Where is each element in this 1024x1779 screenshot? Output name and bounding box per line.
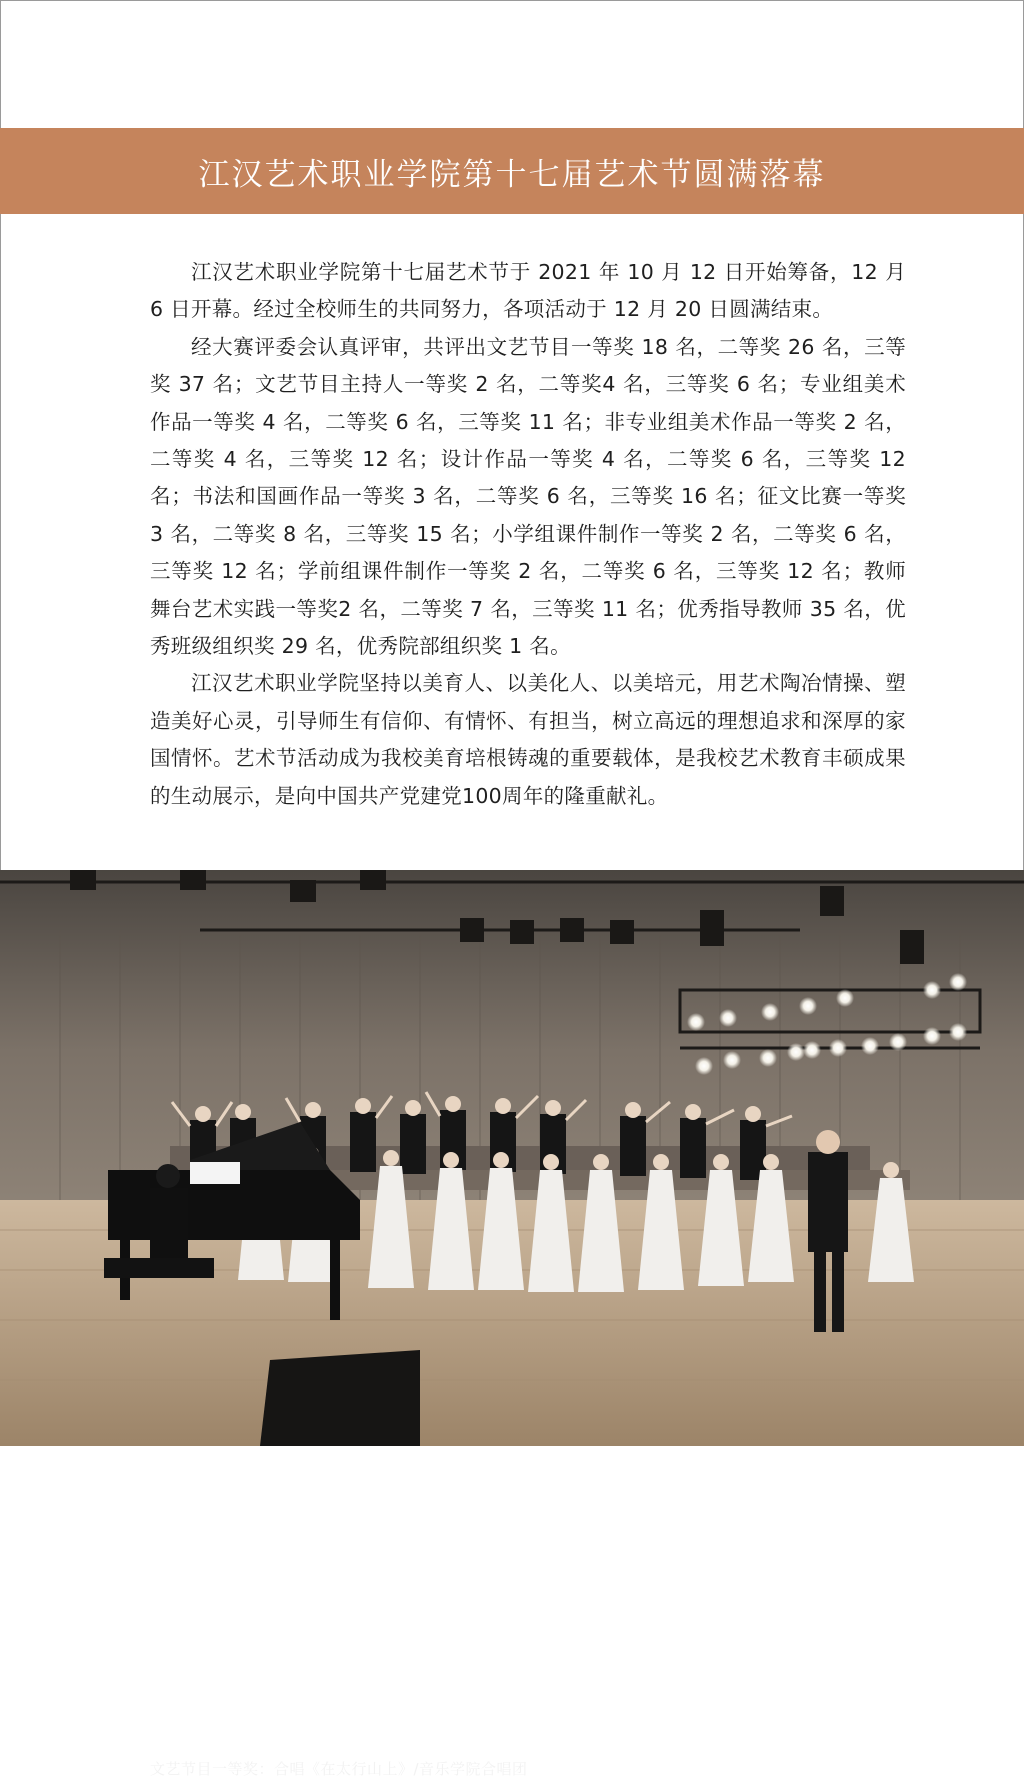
concert-photo-illustration [0,870,1024,1446]
article-title: 江汉艺术职业学院第十七届艺术节圆满落幕 [198,156,826,193]
concert-photo [0,870,1024,1778]
photo-caption: 文艺节目一等奖：合唱《在太行山上》/音乐学院合唱团 [150,1760,528,1778]
article-body [150,254,906,815]
article-paragraph: 江汉艺术职业学院坚持以美育人、以美化人、以美培元，用艺术陶冶情操、塑造美好心灵，引导师生有信仰、有情怀、有担当，树立高远的理想追求和深厚的家国情怀。艺术节活动成为我校美育培根铸魂的重要载体，是我校艺术教育丰硕成果的生动展示，是向中国共产党建党100周年的隆重献礼。 [150,671,906,808]
floor-speaker [260,1350,420,1446]
title-band [0,128,1024,214]
article-paragraph: 江汉艺术职业学院第十七届艺术节于 2021 年 10 月 12 日开始筹备，12 月 6 日开幕。经过全校师生的共同努力，各项活动于 12 月 20 日圆满结束。 [150,260,906,322]
article-paragraph: 经大赛评委会认真评审，共评出文艺节目一等奖 18 名，二等奖 26 名，三等奖 37 名；文艺节目主持人一等奖 2 名，二等奖4 名，三等奖 6 名；专业组美术作品一等奖 4 名，二等奖 6 名，三等奖 11 名；非专业组美术作品一等奖 2 名，二等奖 4 名，三等奖 12 名；设计作品一等奖 4 名，二等奖 6 名，三等奖 12 名；书法和国画作品一等奖 3 名，二等奖 6 名，三等奖 16 名；征文比赛一等奖 3 名，二等奖 8 名，三等奖 15 名；小学组课件制作一等奖 2 名，二等奖 6 名，三等奖 12 名；学前组课件制作一等奖 2 名，二等奖 6 名，三等奖 12 名；教师舞台艺术实践一等奖2 名，二等奖 7 名，三等奖 11 名；优秀指导教师 35 名，优秀班级组织奖 29 名，优秀院部组织奖 1 名。 [150,334,906,659]
